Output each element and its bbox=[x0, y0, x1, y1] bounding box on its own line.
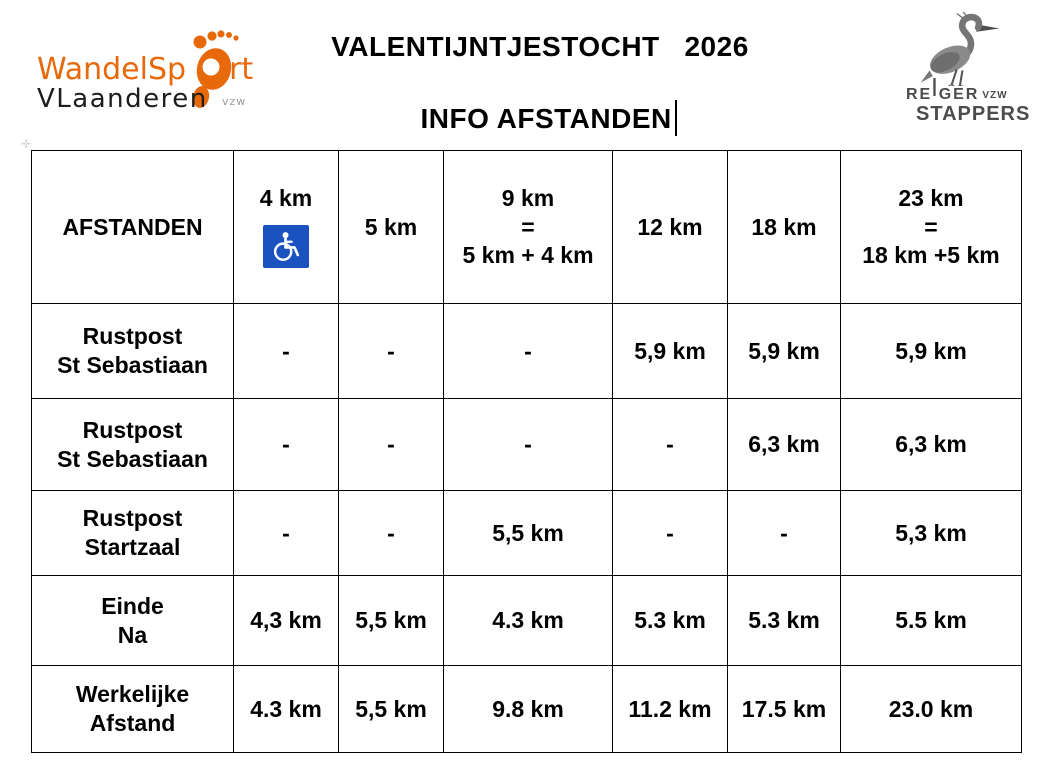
col-header-5km[interactable]: 5 km bbox=[339, 151, 444, 304]
distance-cell[interactable]: - bbox=[613, 399, 728, 491]
distance-cell[interactable]: - bbox=[339, 399, 444, 491]
distance-cell[interactable]: 5.3 km bbox=[613, 576, 728, 666]
logo-text-stappers: STAPPERS bbox=[916, 103, 1031, 125]
distance-cell[interactable]: - bbox=[339, 304, 444, 399]
distance-cell[interactable]: 4,3 km bbox=[234, 576, 339, 666]
row-label-werkelijke-afstand[interactable]: Werkelijke Afstand bbox=[32, 666, 234, 753]
table-header-row bbox=[32, 151, 1022, 304]
distance-cell[interactable]: - bbox=[234, 491, 339, 576]
logo-text-vzw: vzw bbox=[222, 95, 247, 108]
subtitle-info-afstanden[interactable]: INFO AFSTANDEN bbox=[420, 103, 672, 134]
distance-cell[interactable]: - bbox=[613, 491, 728, 576]
distance-cell[interactable]: 4.3 km bbox=[234, 666, 339, 753]
logo-text-rt: rt bbox=[229, 52, 254, 87]
distance-cell[interactable]: 5.5 km bbox=[841, 576, 1022, 666]
logo-text-vlaanderen: VLaanderen bbox=[37, 84, 208, 114]
col-header-18km[interactable]: 18 km bbox=[728, 151, 841, 304]
col-header-9km[interactable]: 9 km = 5 km + 4 km bbox=[444, 151, 613, 304]
corner-cell[interactable]: AFSTANDEN bbox=[32, 151, 234, 304]
distances-table bbox=[31, 150, 1022, 753]
text-cursor bbox=[675, 100, 678, 136]
wandelsport-vlaanderen-logo[interactable] bbox=[30, 38, 280, 123]
logo-text-wandelsp: WandelSp bbox=[37, 52, 187, 87]
distance-cell[interactable]: 6,3 km bbox=[841, 399, 1022, 491]
distance-cell[interactable]: 5.3 km bbox=[728, 576, 841, 666]
table-row bbox=[32, 304, 1022, 399]
distance-cell[interactable]: 6,3 km bbox=[728, 399, 841, 491]
table-row bbox=[32, 576, 1022, 666]
distance-cell[interactable]: 11.2 km bbox=[613, 666, 728, 753]
reigerstappers-logo[interactable] bbox=[890, 12, 1030, 132]
col-header-23km[interactable]: 23 km = 18 km +5 km bbox=[841, 151, 1022, 304]
distance-cell[interactable]: - bbox=[444, 399, 613, 491]
distance-cell[interactable]: - bbox=[728, 491, 841, 576]
row-label-rustpost-st-sebastiaan-2[interactable]: Rustpost St Sebastiaan bbox=[32, 399, 234, 491]
table-row bbox=[32, 491, 1022, 576]
row-label-rustpost-st-sebastiaan-1[interactable]: Rustpost St Sebastiaan bbox=[32, 304, 234, 399]
heron-icon bbox=[912, 12, 1008, 86]
wheelchair-icon bbox=[268, 229, 304, 263]
table-move-handle[interactable]: ✛ bbox=[21, 137, 32, 151]
distance-cell[interactable]: - bbox=[444, 304, 613, 399]
distance-cell[interactable]: 5,5 km bbox=[339, 576, 444, 666]
distance-cell[interactable]: 5,9 km bbox=[728, 304, 841, 399]
event-title[interactable]: VALENTIJNTJESTOCHT 2026 bbox=[331, 31, 749, 62]
distance-cell[interactable]: 4.3 km bbox=[444, 576, 613, 666]
col-header-4km[interactable]: 4 km bbox=[234, 151, 339, 304]
distance-cell[interactable]: 5,9 km bbox=[613, 304, 728, 399]
distance-cell[interactable]: 5,5 km bbox=[339, 666, 444, 753]
table-row bbox=[32, 666, 1022, 753]
row-label-einde-na[interactable]: Einde Na bbox=[32, 576, 234, 666]
table-row bbox=[32, 399, 1022, 491]
distance-cell[interactable]: 5,3 km bbox=[841, 491, 1022, 576]
row-label-rustpost-startzaal[interactable]: Rustpost Startzaal bbox=[32, 491, 234, 576]
distance-cell[interactable]: - bbox=[234, 304, 339, 399]
distance-cell[interactable]: 17.5 km bbox=[728, 666, 841, 753]
distance-cell[interactable]: - bbox=[339, 491, 444, 576]
distance-cell[interactable]: 23.0 km bbox=[841, 666, 1022, 753]
logo-text-reiger: REIGER VZW bbox=[906, 75, 1008, 103]
distance-cell[interactable]: 5,5 km bbox=[444, 491, 613, 576]
distance-cell[interactable]: 9.8 km bbox=[444, 666, 613, 753]
distance-cell[interactable]: - bbox=[234, 399, 339, 491]
distance-cell[interactable]: 5,9 km bbox=[841, 304, 1022, 399]
logo-text-vzw-small: VZW bbox=[982, 90, 1008, 101]
col-header-12km[interactable]: 12 km bbox=[613, 151, 728, 304]
